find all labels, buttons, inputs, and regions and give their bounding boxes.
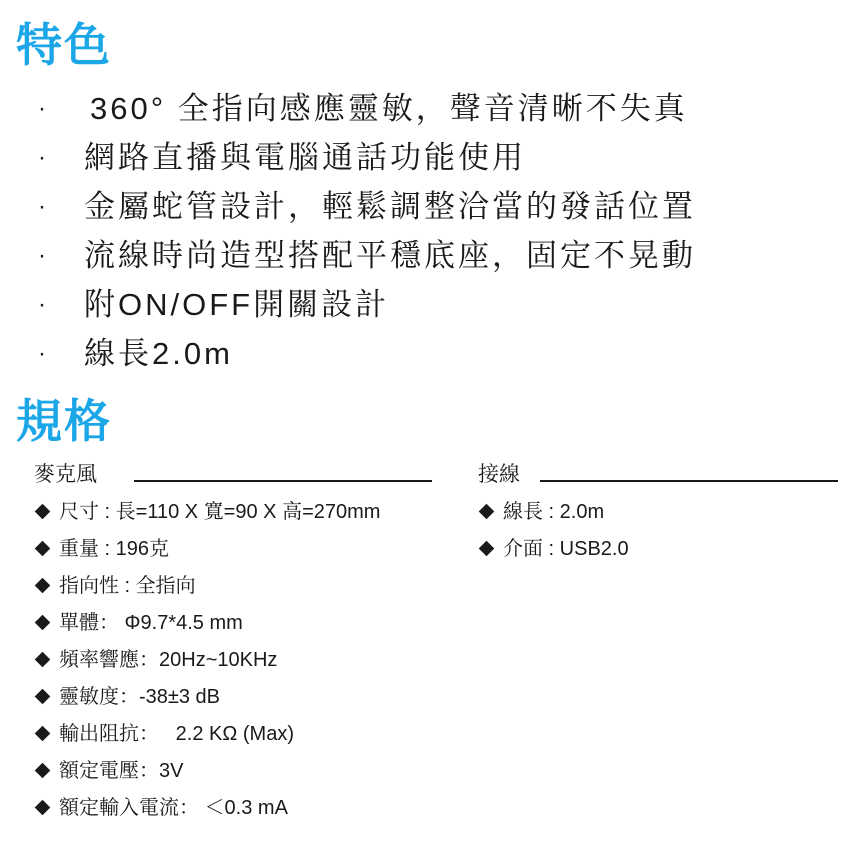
spec-text: 輸出阻抗： 2.2 KΩ (Max)	[59, 723, 294, 745]
spec-text: 介面 : USB2.0	[503, 538, 629, 560]
spec-item	[478, 494, 840, 531]
spec-item	[478, 531, 840, 568]
bullet-dot-icon: ·	[38, 291, 49, 318]
spec-text: 指向性 : 全指向	[59, 575, 196, 597]
specs-title: 規格	[16, 395, 112, 447]
spec-text: 線長 : 2.0m	[503, 501, 605, 523]
spec-text: 額定電壓：3V	[59, 760, 184, 782]
feature-text: 流線時尚造型搭配平穩底座，固定不晃動	[84, 238, 696, 273]
spec-text: 單體： Φ9.7*4.5 mm	[59, 612, 243, 634]
divider	[134, 480, 432, 482]
features-title: 特色	[16, 19, 112, 71]
connection-spec-list	[478, 494, 840, 568]
microphone-spec-header	[34, 456, 444, 494]
bullet-dot-icon: ·	[38, 340, 49, 367]
spec-text: 尺寸 : 長=110 X 寬=90 X 高=270mm	[59, 501, 381, 523]
spec-text: 靈敏度：-38±3 dB	[59, 686, 221, 708]
feature-text: 附ON/OFF開關設計	[84, 287, 390, 322]
feature-text: 360° 全指向感應靈敏，聲音清晰不失真	[90, 91, 688, 126]
diamond-bullet-icon	[479, 504, 495, 520]
connection-spec-header-label: 接線	[478, 463, 520, 486]
spec-text: 重量 : 196克	[59, 538, 170, 560]
microphone-spec-header-label: 麥克風	[34, 463, 97, 486]
spec-item	[34, 790, 444, 827]
spec-item	[34, 494, 444, 531]
diamond-bullet-icon	[35, 504, 51, 520]
feature-text: 金屬蛇管設計，輕鬆調整洽當的發話位置	[84, 189, 696, 224]
diamond-bullet-icon	[35, 615, 51, 631]
feature-text: 線長2.0m	[84, 336, 233, 371]
diamond-bullet-icon	[35, 800, 51, 816]
spec-text: 額定輸入電流： ＜0.3 mA	[59, 797, 288, 819]
connection-spec-header	[478, 456, 840, 494]
diamond-bullet-icon	[35, 578, 51, 594]
spec-item	[34, 679, 444, 716]
spec-item	[34, 605, 444, 642]
spec-item	[34, 568, 444, 605]
diamond-bullet-icon	[35, 763, 51, 779]
connection-spec-column	[478, 456, 840, 568]
spec-item	[34, 642, 444, 679]
diamond-bullet-icon	[35, 541, 51, 557]
bullet-dot-icon: ·	[38, 242, 49, 269]
spec-text: 頻率響應：20Hz~10KHz	[59, 649, 278, 671]
microphone-spec-list	[34, 494, 444, 827]
spec-item	[34, 753, 444, 790]
divider	[540, 480, 838, 482]
microphone-spec-column	[34, 456, 444, 827]
diamond-bullet-icon	[35, 689, 51, 705]
bullet-dot-icon: ·	[38, 95, 49, 122]
diamond-bullet-icon	[479, 541, 495, 557]
bullet-dot-icon: ·	[38, 193, 49, 220]
diamond-bullet-icon	[35, 726, 51, 742]
feature-text: 網路直播與電腦通話功能使用	[84, 140, 526, 175]
spec-item	[34, 531, 444, 568]
bullet-dot-icon: ·	[38, 144, 49, 171]
diamond-bullet-icon	[35, 652, 51, 668]
spec-item	[34, 716, 444, 753]
